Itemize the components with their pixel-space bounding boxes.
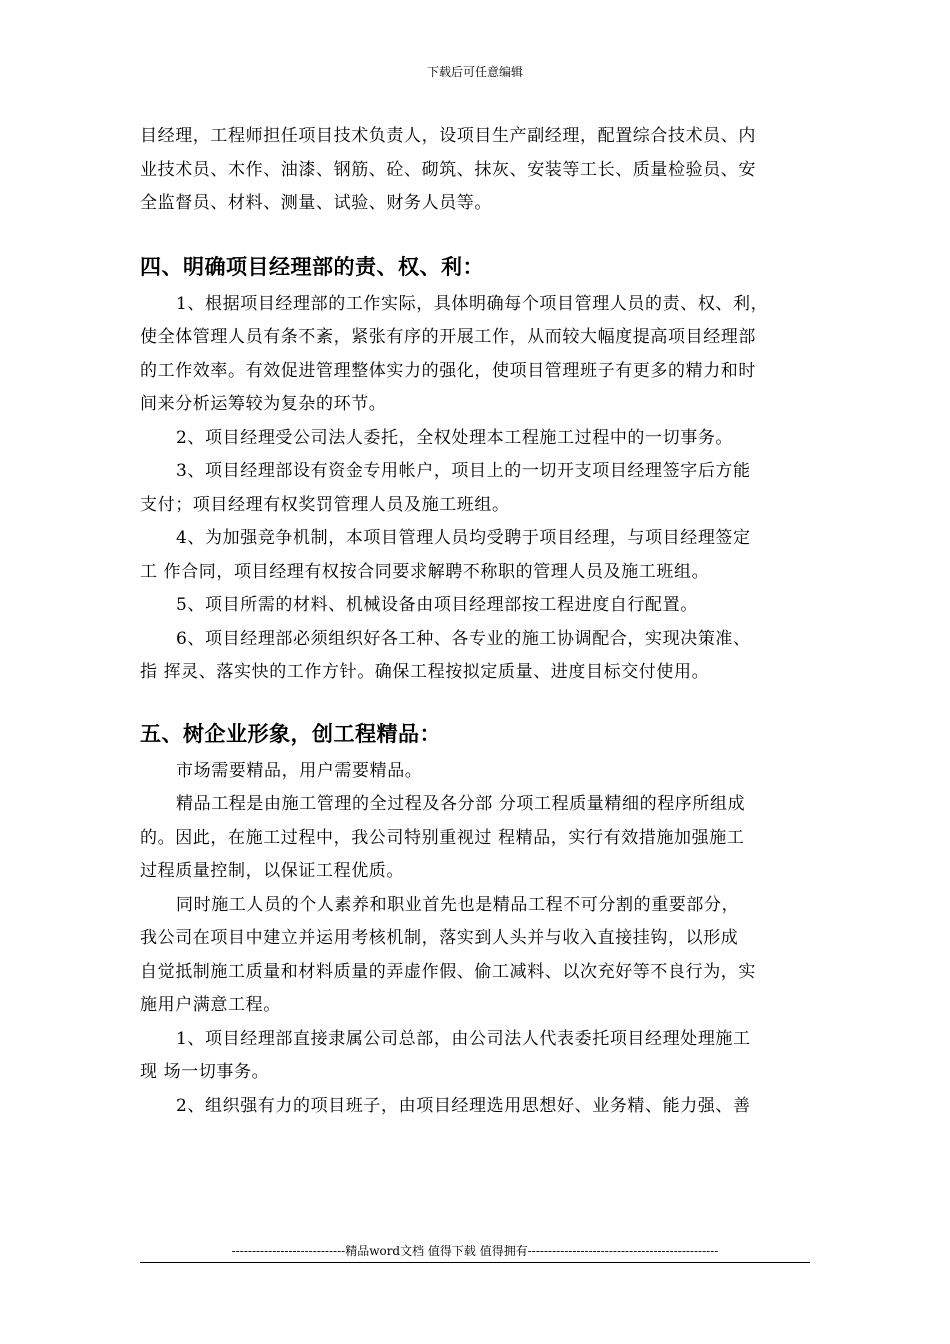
paragraph-line: 精品工程是由施工管理的全过程及各分部 分项工程质量精细的程序所组成 bbox=[176, 794, 746, 814]
paragraph-line: 3、项目经理部设有资金专用帐户，项目上的一切开支项目经理签字后方能 bbox=[176, 461, 751, 481]
page-footer: ----------------------------精品word文档 值得下载 值得拥有----------------------------------------------- bbox=[231, 1244, 719, 1258]
paragraph-line: 业技术员、木作、油漆、钢筋、砼、砌筑、抹灰、安装等工长、质量检验员、安 bbox=[140, 159, 756, 180]
paragraph-line: 使全体管理人员有条不紊，紧张有序的开展工作，从而较大幅度提高项目经理部 bbox=[140, 327, 756, 347]
paragraph-line: 5、项目所需的材料、机械设备由项目经理部按工程进度自行配置。 bbox=[176, 595, 698, 615]
section-heading-5: 五、树企业形象，创工程精品： bbox=[140, 720, 441, 746]
paragraph-line: 6、项目经理部必须组织好各工种、各专业的施工协调配合，实现决策准、 bbox=[176, 628, 751, 649]
footer-divider bbox=[140, 1262, 810, 1263]
paragraph-line: 现 场一切事务。 bbox=[140, 1062, 270, 1082]
paragraph-line: 的。因此，在施工过程中，我公司特别重视过 程精品，实行有效措施加强施工 bbox=[140, 827, 745, 848]
paragraph-line: 工 作合同，项目经理有权按合同要求解聘不称职的管理人员及施工班组。 bbox=[140, 561, 710, 582]
paragraph-line: 自觉抵制施工质量和材料质量的弄虚作假、偷工减料、以次充好等不良行为，实 bbox=[140, 961, 756, 982]
section-heading-4: 四、明确项目经理部的责、权、利： bbox=[140, 253, 484, 279]
paragraph-line: 市场需要精品，用户需要精品。 bbox=[176, 760, 423, 781]
paragraph-line: 的工作效率。有效促进管理整体实力的强化，使项目管理班子有更多的精力和时 bbox=[140, 360, 756, 381]
paragraph-line: 1、根据项目经理部的工作实际，具体明确每个项目管理人员的责、权、利， bbox=[176, 293, 769, 314]
page-header: 下载后可任意编辑 bbox=[426, 65, 523, 79]
paragraph-line: 指 挥灵、落实快的工作方针。确保工程按拟定质量、进度目标交付使用。 bbox=[140, 662, 710, 682]
paragraph-line: 同时施工人员的个人素养和职业首先也是精品工程不可分割的重要部分， bbox=[176, 894, 740, 915]
paragraph-line: 2、项目经理受公司法人委托，全权处理本工程施工过程中的一切事务。 bbox=[176, 427, 734, 448]
paragraph-line: 2、组织强有力的项目班子，由项目经理选用思想好、业务精、能力强、善 bbox=[176, 1095, 751, 1116]
document-body bbox=[140, 120, 810, 1123]
paragraph-line: 间来分析运筹较为复杂的环节。 bbox=[140, 394, 387, 414]
paragraph-line: 过程质量控制，以保证工程优质。 bbox=[140, 861, 404, 881]
paragraph-line: 全监督员、材料、测量、试验、财务人员等。 bbox=[140, 193, 492, 213]
paragraph-line: 4、为加强竞争机制，本项目管理人员均受聘于项目经理，与项目经理签定 bbox=[176, 528, 751, 548]
paragraph-line: 1、项目经理部直接隶属公司总部，由公司法人代表委托项目经理处理施工 bbox=[176, 1028, 751, 1049]
paragraph-line: 施用户满意工程。 bbox=[140, 995, 281, 1015]
paragraph-line: 支付；项目经理有权奖罚管理人员及施工班组。 bbox=[140, 494, 510, 515]
paragraph-line: 我公司在项目中建立并运用考核机制，落实到人头并与收入直接挂钩，以形成 bbox=[140, 928, 739, 948]
paragraph-line: 目经理，工程师担任项目技术负责人，设项目生产副经理，配置综合技术员、内 bbox=[140, 126, 756, 146]
